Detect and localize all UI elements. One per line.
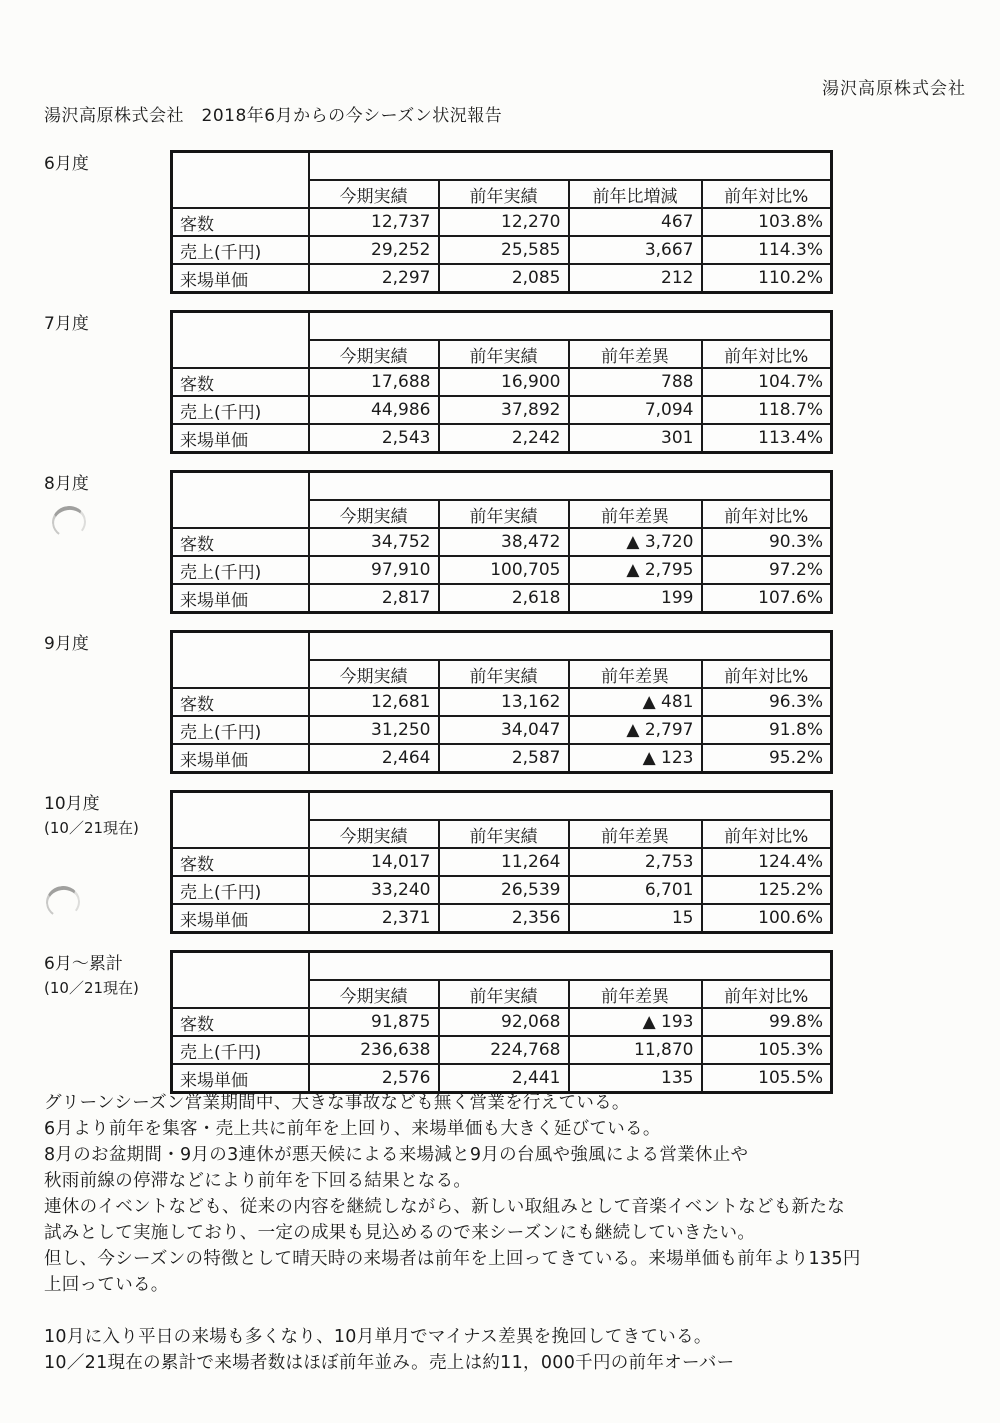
value-cell: 135 [569, 1064, 702, 1093]
row-label-cell: 来場単価 [172, 264, 309, 293]
column-header-cell: 今期実績 [309, 820, 439, 848]
value-cell: 34,047 [439, 716, 569, 744]
period-label-text: 7月度 [44, 314, 89, 334]
period-label [44, 952, 139, 1000]
october-notes-block [44, 1324, 734, 1376]
table-row [172, 396, 832, 424]
column-header-cell: 前年実績 [439, 820, 569, 848]
month-table-section [0, 790, 1000, 950]
value-cell: 236,638 [309, 1036, 439, 1064]
value-cell: 6,701 [569, 876, 702, 904]
month-data-table [170, 630, 833, 774]
empty-header-strip [309, 472, 832, 501]
column-header-cell: 前年対比% [702, 660, 832, 688]
value-cell: 29,252 [309, 236, 439, 264]
month-data-table [170, 470, 833, 614]
row-label-cell: 来場単価 [172, 904, 309, 933]
value-cell: ▲ 193 [569, 1008, 702, 1036]
period-label-text: 6月度 [44, 154, 89, 174]
value-cell: 7,094 [569, 396, 702, 424]
value-cell: 467 [569, 208, 702, 236]
table-row [172, 368, 832, 396]
page-title: 湯沢高原株式会社 2018年6月からの今シーズン状況報告 [44, 106, 503, 126]
value-cell: 91.8% [702, 716, 832, 744]
value-cell: 2,356 [439, 904, 569, 933]
column-header-cell: 前年比増減 [569, 180, 702, 208]
value-cell: 91,875 [309, 1008, 439, 1036]
note-line: 但し、今シーズンの特徴として晴天時の来場者は前年を上回ってきている。来場単価も前年より135円 [44, 1249, 861, 1269]
empty-header-strip [309, 952, 832, 981]
column-header-cell: 前年対比% [702, 340, 832, 368]
period-label [44, 792, 139, 840]
row-label-cell: 客数 [172, 848, 309, 876]
value-cell: 113.4% [702, 424, 832, 453]
value-cell: 14,017 [309, 848, 439, 876]
column-header-cell: 前年差異 [569, 340, 702, 368]
column-header-cell: 前年実績 [439, 660, 569, 688]
month-data-table [170, 310, 833, 454]
table-row [172, 632, 832, 661]
value-cell: 11,870 [569, 1036, 702, 1064]
value-cell: 31,250 [309, 716, 439, 744]
value-cell: 110.2% [702, 264, 832, 293]
value-cell: 33,240 [309, 876, 439, 904]
value-cell: 15 [569, 904, 702, 933]
row-label-cell: 客数 [172, 208, 309, 236]
table-row [172, 904, 832, 933]
value-cell: 25,585 [439, 236, 569, 264]
note-line: 連休のイベントなども、従来の内容を継続しながら、新しい取組みとして音楽イベントなども新たな [44, 1197, 845, 1217]
value-cell: ▲ 3,720 [569, 528, 702, 556]
column-header-cell: 今期実績 [309, 980, 439, 1008]
value-cell: 2,297 [309, 264, 439, 293]
row-label-cell: 来場単価 [172, 584, 309, 613]
column-header-cell: 今期実績 [309, 340, 439, 368]
value-cell: 2,618 [439, 584, 569, 613]
table-row [172, 528, 832, 556]
row-label-cell: 客数 [172, 1008, 309, 1036]
value-cell: 100,705 [439, 556, 569, 584]
table-row [172, 312, 832, 341]
note-line: 10／21現在の累計で来場者数はほぼ前年並み。売上は約11，000千円の前年オーバー [44, 1353, 735, 1373]
value-cell: 107.6% [702, 584, 832, 613]
row-label-cell: 売上(千円) [172, 1036, 309, 1064]
column-header-cell: 前年対比% [702, 980, 832, 1008]
period-label-text: 6月～累計 [44, 954, 123, 974]
value-cell: 2,371 [309, 904, 439, 933]
period-note-text: (10／21現在) [44, 819, 139, 837]
value-cell: 2,753 [569, 848, 702, 876]
corner-empty-cell [172, 312, 309, 369]
value-cell: 100.6% [702, 904, 832, 933]
value-cell: 224,768 [439, 1036, 569, 1064]
table-row [172, 1064, 832, 1093]
value-cell: 212 [569, 264, 702, 293]
month-table-section [0, 630, 1000, 790]
row-label-cell: 来場単価 [172, 744, 309, 773]
period-label [44, 312, 89, 336]
note-line: 10月に入り平日の来場も多くなり、10月単月でマイナス差異を挽回してきている。 [44, 1327, 712, 1347]
month-data-table [170, 950, 833, 1094]
value-cell: 103.8% [702, 208, 832, 236]
value-cell: 118.7% [702, 396, 832, 424]
value-cell: ▲ 123 [569, 744, 702, 773]
table-row [172, 876, 832, 904]
row-label-cell: 売上(千円) [172, 396, 309, 424]
column-header-cell: 前年実績 [439, 180, 569, 208]
value-cell: 2,085 [439, 264, 569, 293]
value-cell: 96.3% [702, 688, 832, 716]
column-header-cell: 前年実績 [439, 500, 569, 528]
value-cell: 2,587 [439, 744, 569, 773]
table-row [172, 556, 832, 584]
corner-empty-cell [172, 472, 309, 529]
value-cell: 95.2% [702, 744, 832, 773]
period-label [44, 632, 89, 656]
row-label-cell: 売上(千円) [172, 716, 309, 744]
value-cell: 12,270 [439, 208, 569, 236]
value-cell: 12,737 [309, 208, 439, 236]
value-cell: 2,576 [309, 1064, 439, 1093]
value-cell: 2,441 [439, 1064, 569, 1093]
row-label-cell: 売上(千円) [172, 236, 309, 264]
corner-empty-cell [172, 152, 309, 209]
table-row [172, 952, 832, 981]
column-header-cell: 今期実績 [309, 660, 439, 688]
value-cell: 90.3% [702, 528, 832, 556]
value-cell: 44,986 [309, 396, 439, 424]
value-cell: 12,681 [309, 688, 439, 716]
column-header-cell: 今期実績 [309, 500, 439, 528]
month-data-table [170, 790, 833, 934]
row-label-cell: 来場単価 [172, 1064, 309, 1093]
row-label-cell: 売上(千円) [172, 876, 309, 904]
month-table-section [0, 310, 1000, 470]
table-row [172, 1008, 832, 1036]
value-cell: 16,900 [439, 368, 569, 396]
value-cell: ▲ 481 [569, 688, 702, 716]
value-cell: 97,910 [309, 556, 439, 584]
value-cell: 37,892 [439, 396, 569, 424]
value-cell: 99.8% [702, 1008, 832, 1036]
month-table-section [0, 470, 1000, 630]
note-line: 6月より前年を集客・売上共に前年を上回り、来場単価も大きく延びている。 [44, 1119, 661, 1139]
month-table-section [0, 950, 1000, 1110]
value-cell: 105.3% [702, 1036, 832, 1064]
table-row [172, 208, 832, 236]
table-row [172, 152, 832, 181]
table-row [172, 1036, 832, 1064]
value-cell: 3,667 [569, 236, 702, 264]
column-header-cell: 前年差異 [569, 500, 702, 528]
value-cell: 11,264 [439, 848, 569, 876]
table-row [172, 264, 832, 293]
value-cell: ▲ 2,797 [569, 716, 702, 744]
period-label-text: 8月度 [44, 474, 89, 494]
value-cell: 105.5% [702, 1064, 832, 1093]
value-cell: 17,688 [309, 368, 439, 396]
corner-empty-cell [172, 632, 309, 689]
note-line: グリーンシーズン営業期間中、大きな事故なども無く営業を行えている。 [44, 1093, 630, 1113]
value-cell: 92,068 [439, 1008, 569, 1036]
summary-notes-block [44, 1090, 861, 1298]
monthly-tables-container [0, 150, 1000, 1110]
column-header-cell: 前年対比% [702, 180, 832, 208]
row-label-cell: 客数 [172, 688, 309, 716]
table-row [172, 848, 832, 876]
value-cell: 124.4% [702, 848, 832, 876]
empty-header-strip [309, 792, 832, 821]
corner-empty-cell [172, 952, 309, 1009]
value-cell: 2,817 [309, 584, 439, 613]
period-label-text: 10月度 [44, 794, 100, 814]
value-cell: ▲ 2,795 [569, 556, 702, 584]
column-header-cell: 前年差異 [569, 820, 702, 848]
note-line: 8月のお盆期間・9月の3連休が悪天候による来場減と9月の台風や強風による営業休止や [44, 1145, 749, 1165]
table-row [172, 236, 832, 264]
column-header-cell: 今期実績 [309, 180, 439, 208]
value-cell: 38,472 [439, 528, 569, 556]
corner-company-name: 湯沢高原株式会社 [822, 79, 966, 99]
month-table-section [0, 150, 1000, 310]
value-cell: 34,752 [309, 528, 439, 556]
value-cell: 788 [569, 368, 702, 396]
row-label-cell: 客数 [172, 528, 309, 556]
value-cell: 26,539 [439, 876, 569, 904]
value-cell: 104.7% [702, 368, 832, 396]
table-row [172, 688, 832, 716]
value-cell: 2,242 [439, 424, 569, 453]
empty-header-strip [309, 152, 832, 181]
value-cell: 125.2% [702, 876, 832, 904]
value-cell: 199 [569, 584, 702, 613]
corner-empty-cell [172, 792, 309, 849]
value-cell: 114.3% [702, 236, 832, 264]
column-header-cell: 前年差異 [569, 980, 702, 1008]
table-row [172, 716, 832, 744]
period-label [44, 472, 89, 496]
value-cell: 301 [569, 424, 702, 453]
row-label-cell: 売上(千円) [172, 556, 309, 584]
table-row [172, 744, 832, 773]
period-label [44, 152, 89, 176]
note-line: 上回っている。 [44, 1275, 169, 1295]
value-cell: 2,543 [309, 424, 439, 453]
table-row [172, 792, 832, 821]
table-row [172, 472, 832, 501]
value-cell: 97.2% [702, 556, 832, 584]
row-label-cell: 来場単価 [172, 424, 309, 453]
column-header-cell: 前年対比% [702, 500, 832, 528]
column-header-cell: 前年対比% [702, 820, 832, 848]
table-row [172, 424, 832, 453]
note-line: 秋雨前線の停滞などにより前年を下回る結果となる。 [44, 1171, 472, 1191]
column-header-cell: 前年実績 [439, 980, 569, 1008]
column-header-cell: 前年差異 [569, 660, 702, 688]
value-cell: 2,464 [309, 744, 439, 773]
period-note-text: (10／21現在) [44, 979, 139, 997]
period-label-text: 9月度 [44, 634, 89, 654]
row-label-cell: 客数 [172, 368, 309, 396]
column-header-cell: 前年実績 [439, 340, 569, 368]
table-row [172, 584, 832, 613]
value-cell: 13,162 [439, 688, 569, 716]
note-line: 試みとして実施しており、一定の成果も見込めるので来シーズンにも継続していきたい。 [44, 1223, 756, 1243]
empty-header-strip [309, 632, 832, 661]
empty-header-strip [309, 312, 832, 341]
month-data-table [170, 150, 833, 294]
